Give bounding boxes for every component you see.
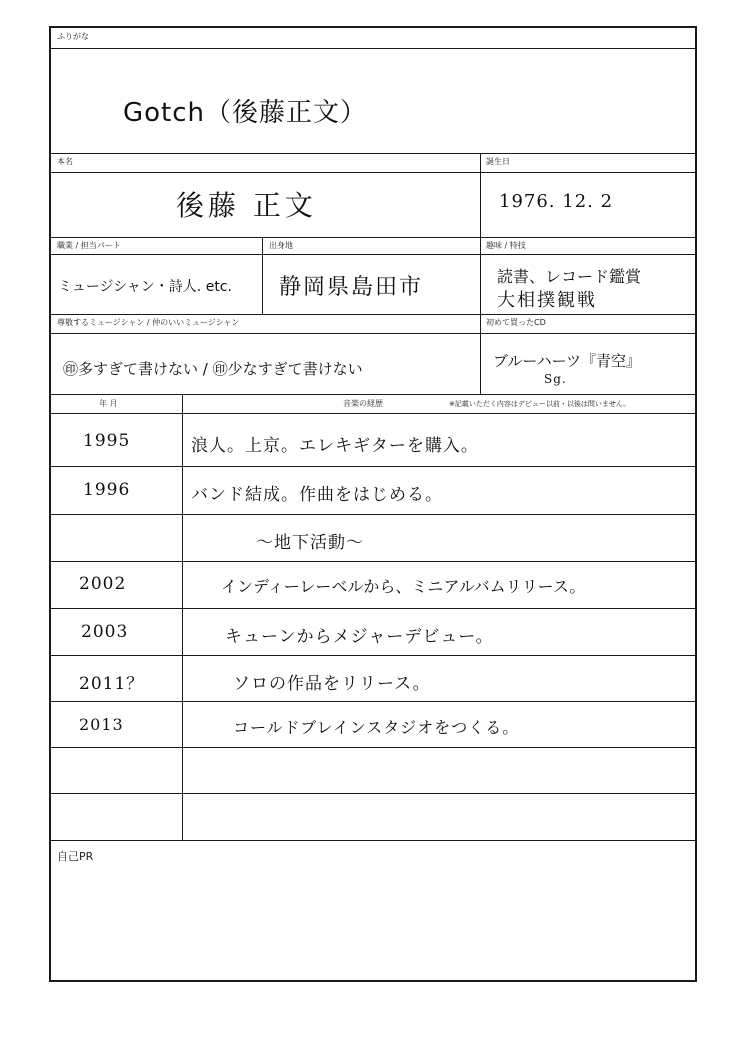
divider [51, 172, 695, 173]
respected-label: 尊敬するミュージシャン / 仲のいいミュージシャン [57, 318, 240, 327]
history-text: バンド結成。作曲をはじめる。 [191, 485, 443, 505]
hobby-value-line1: 読書、レコード鑑賞 [497, 267, 642, 286]
divider [51, 237, 695, 238]
divider [51, 608, 695, 609]
divider [51, 466, 695, 467]
divider [262, 237, 263, 314]
divider [51, 314, 695, 315]
divider [51, 701, 695, 702]
birthplace-value: 静岡県島田市 [279, 275, 424, 300]
first-cd-value-line1: ブルーハーツ『青空』 [493, 352, 642, 370]
divider [182, 394, 183, 840]
furigana-label: ふりがな [57, 32, 89, 41]
history-text: 〜地下活動〜 [256, 533, 364, 553]
divider [51, 413, 695, 414]
birthday-value: 1976. 12. 2 [499, 191, 614, 212]
occupation-label: 職業 / 担当パート [57, 241, 121, 250]
history-year: 2011？ [79, 674, 145, 694]
history-note: ※記載いただく内容はデビュー以前・以後は問いません。 [449, 400, 631, 408]
divider [480, 153, 481, 237]
birthplace-label: 出身地 [269, 241, 293, 250]
hobby-label: 趣味 / 特技 [486, 241, 526, 250]
divider [51, 333, 695, 334]
divider [51, 561, 695, 562]
real-name-value: 後藤 正文 [176, 189, 317, 222]
divider [51, 394, 695, 395]
profile-form [49, 26, 697, 982]
history-text: コールドブレインスタジオをつくる。 [233, 718, 520, 737]
divider [480, 237, 481, 314]
history-year: 1995 [83, 431, 131, 451]
divider [51, 153, 695, 154]
divider [51, 514, 695, 515]
history-year: 2013 [79, 715, 124, 734]
first-cd-label: 初めて買ったCD [486, 318, 546, 327]
history-year: 1996 [83, 480, 131, 500]
divider [51, 840, 695, 841]
history-year: 2003 [81, 622, 129, 642]
self-pr-label: 自己PR [57, 850, 94, 863]
divider [480, 314, 481, 394]
divider [51, 254, 695, 255]
stage-name-value: Gotch（後藤正文） [123, 98, 368, 128]
history-text: インディーレーベルから、ミニアルバムリリース。 [221, 577, 586, 596]
birthday-label: 誕生日 [486, 157, 510, 166]
year-month-label: 年 月 [99, 399, 118, 408]
history-text: 浪人。上京。エレキギターを購入。 [191, 436, 479, 456]
respected-value: ㊞多すぎて書けない / ㊞少なすぎて書けない [63, 360, 363, 378]
music-history-label: 音楽の経歴 [343, 399, 383, 408]
divider [51, 793, 695, 794]
first-cd-value-line2: Sg. [544, 372, 567, 386]
occupation-value: ミュージシャン・詩人. etc. [58, 279, 232, 295]
history-year: 2002 [79, 574, 127, 594]
divider [51, 747, 695, 748]
history-text: ソロの作品をリリース。 [233, 674, 431, 694]
history-text: キューンからメジャーデビュー。 [225, 627, 494, 647]
real-name-label: 本名 [57, 157, 73, 166]
hobby-value-line2: 大相撲観戦 [497, 290, 597, 311]
divider [51, 655, 695, 656]
divider [51, 48, 695, 49]
